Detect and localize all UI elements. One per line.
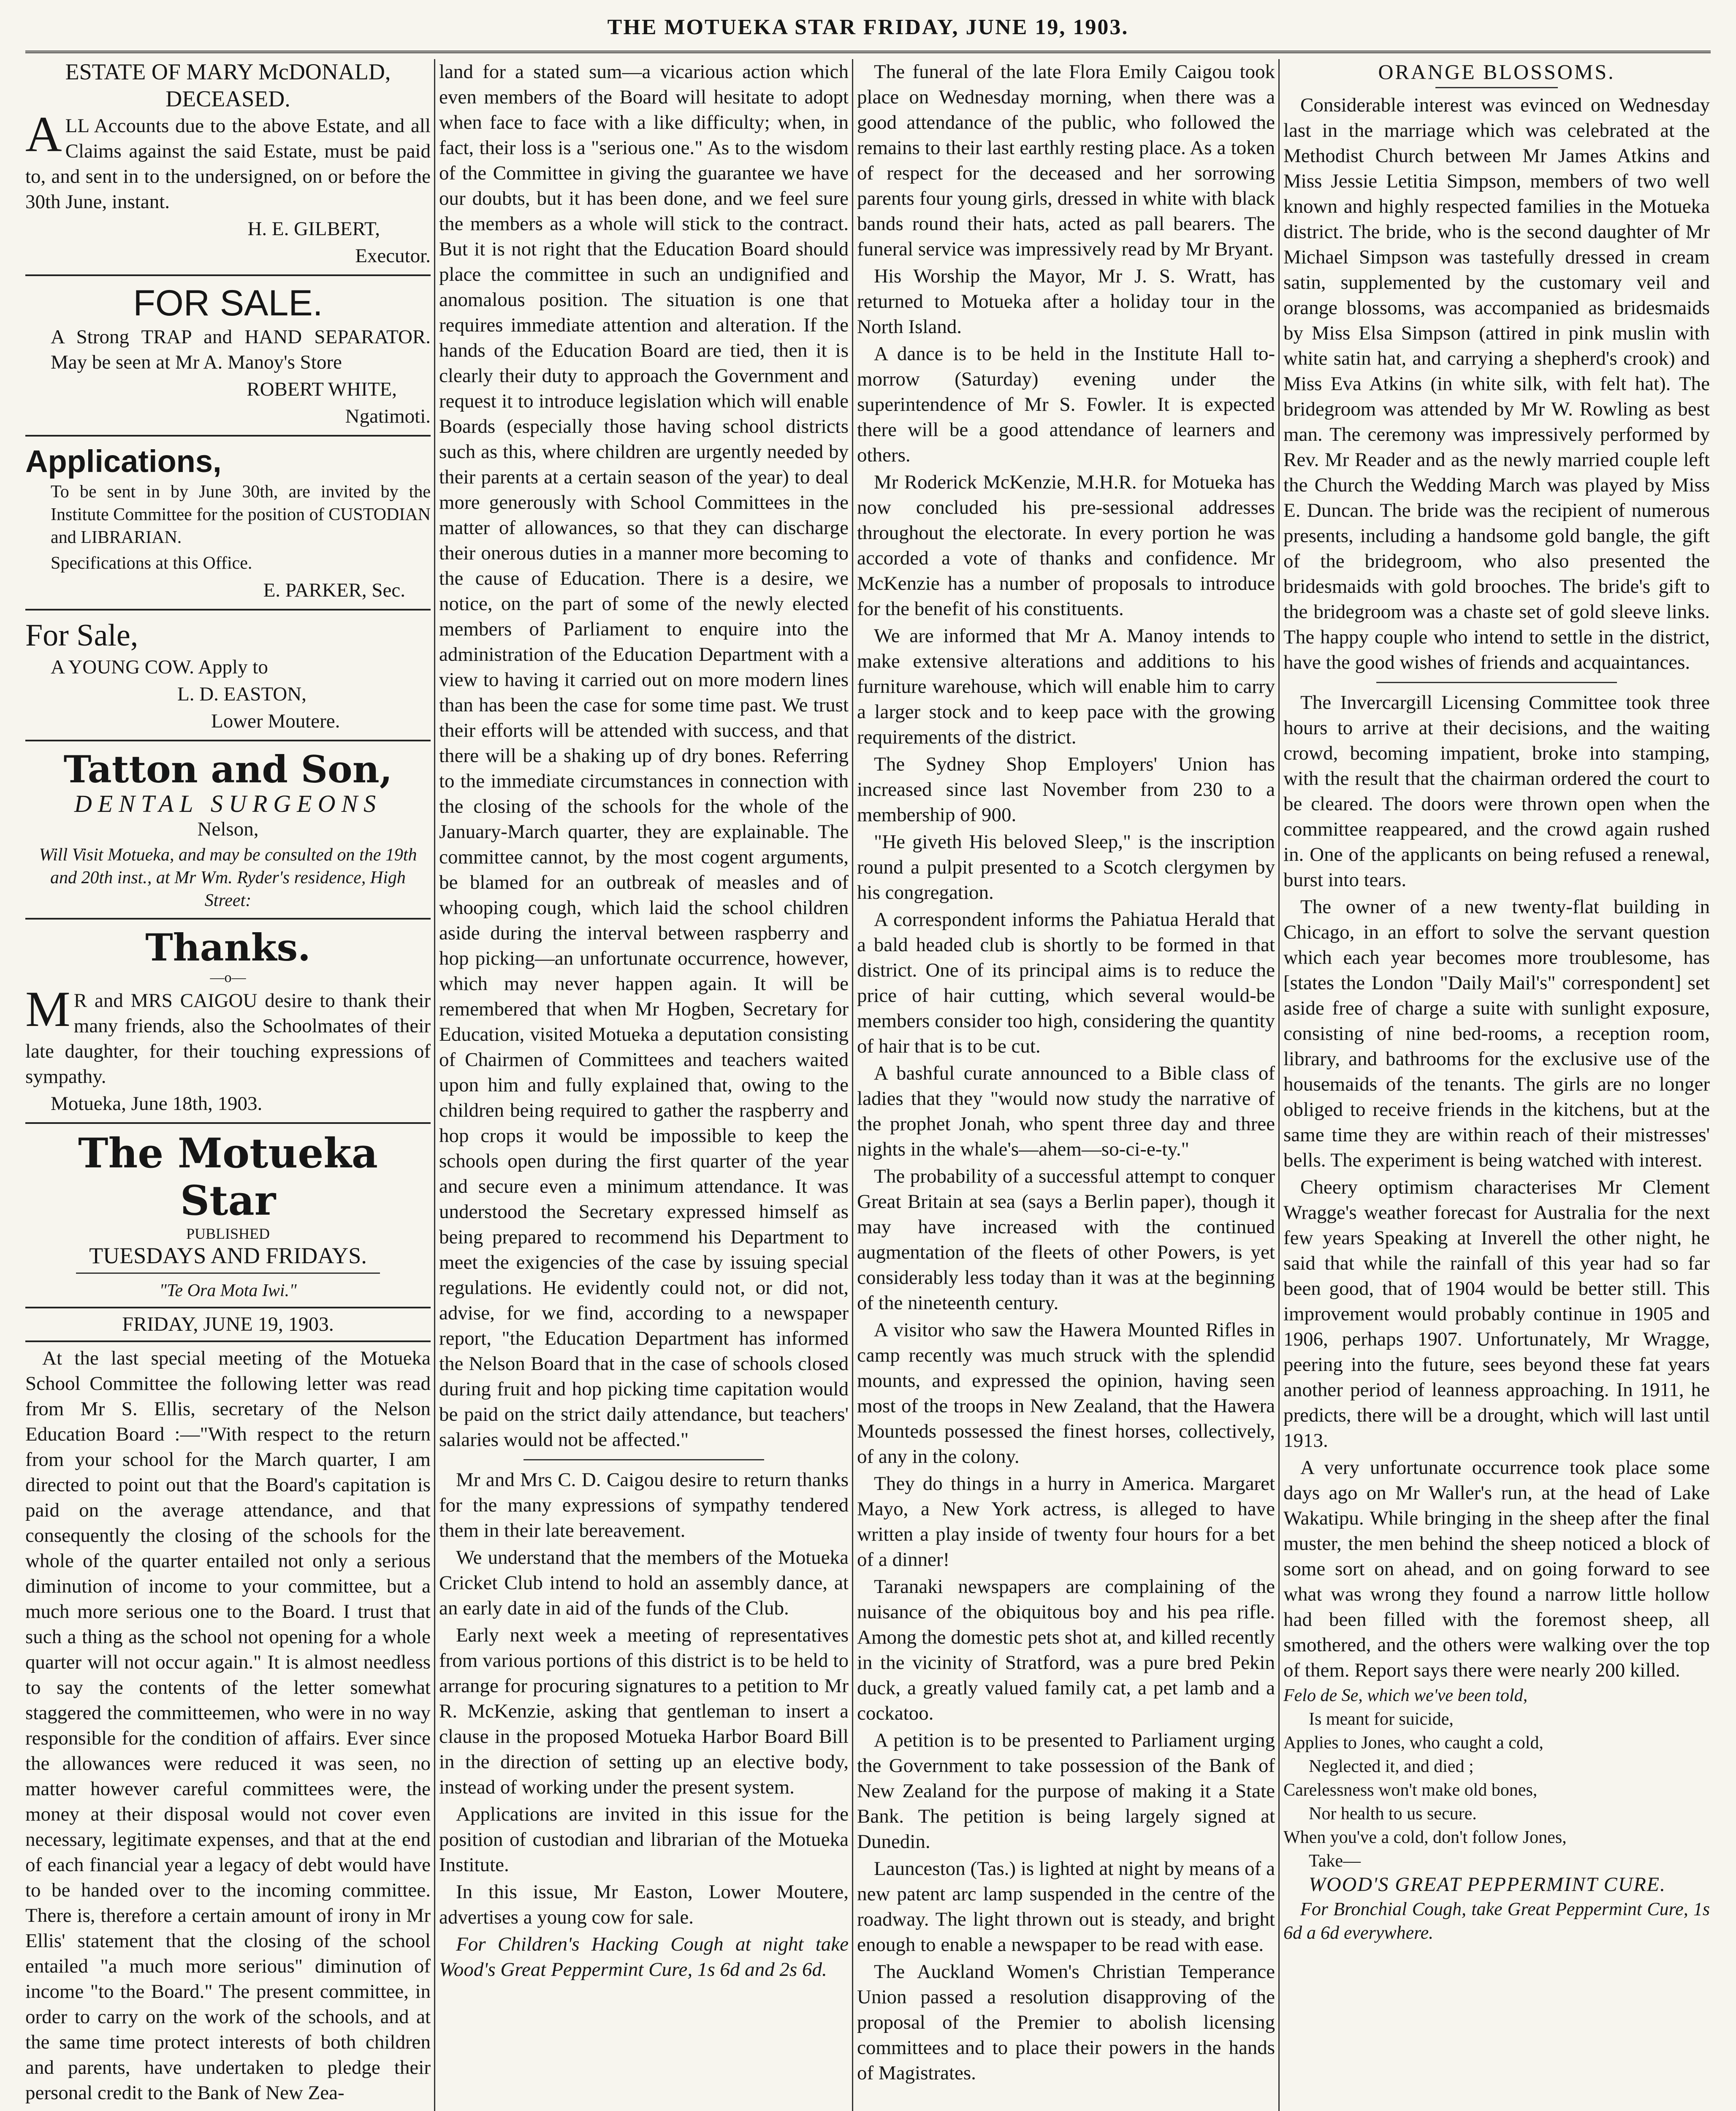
news-item: Mr and Mrs C. D. Caigou desire to return thanks for the many expressions of sympathy tendered them in their late bereavement. (439, 1469, 849, 1541)
news-item: The Sydney Shop Employers' Union has increased since last November from 230 to a membership of 900. (857, 753, 1275, 826)
verse-line: Is meant for suicide, (1309, 1709, 1454, 1729)
applications-specs: Specifications at this Office. (51, 554, 252, 573)
news-item: The owner of a new twenty-flat building in Chicago, in an effort to solve the servant question which each year becomes more troublesome, has [states the London "Daily Mail's" correspondent] set aside free of charge a suite with sunlight exposure, consisting of nine bed-rooms, a reception room, library, and bathrooms for the exclusive use of the housemaids of the tenants. The girls are no longer obliged to receive friends in the kitchens, but at the same time they are within reach of their mistresses' bells. The experiment is being watched with interest. (1283, 896, 1710, 1171)
estate-notice (25, 59, 431, 269)
news-item: A bashful curate announced to a Bible class of ladies that they "would now study the narrative of the prophet Jonah, who spent three day and three nights in the whale's—ahem—so-ci-e-ty." (857, 1062, 1275, 1160)
paper-motto: "Te Ora Mota Iwi." (159, 1281, 297, 1300)
estate-title: ESTATE OF MARY McDONALD, (65, 59, 391, 84)
news-item: The probability of a successful attempt to conquer Great Britain at sea (says a Berlin paper), though it may have increased with the continued augmentation of the fleets of other Powers, is yet considerably less today than it was at the beginning of the nineteenth century. (857, 1165, 1275, 1314)
news-item: Applications are invited in this issue for the position of custodian and librarian of the Motueka Institute. (439, 1803, 849, 1876)
applications-body: To be sent in by June 30th, are invited by the Institute Committee for the position of CUSTODIAN and LIBRARIAN. (51, 482, 431, 547)
column-2 (439, 59, 849, 2111)
news-item: The Invercargill Licensing Committee took three hours to arrive at their decisions, and the waiting crowd, becoming impatient, broke into stamping, with the result that the chairman ordered the court to be cleared. The doors were thrown open when the committee reappeared, and the crowd again rushed in. One of the applicants on being refused a renewal, burst into tears. (1283, 692, 1710, 891)
news-item: His Worship the Mayor, Mr J. S. Wratt, has returned to Motueka after a holiday tour in the North Island. (857, 265, 1275, 338)
column-3 (857, 59, 1275, 2111)
tatton-subheading: DENTAL SURGEONS (74, 790, 382, 817)
editorial-body: At the last special meeting of the Motueka School Committee the following letter was read from Mr S. Ellis, secretary of the Nelson Education Board :—"With respect to the return from your school for the March quarter, I am directed to point out that the Board's capitation is paid on the average attendance, and that consequently the closing of the schools for the whole of the quarter entailed not only a serious diminution of income to your committee, but a much more serious one to the Board. I trust that such a thing as the school not opening for a whole quarter will not occur again." It is almost needless to say the contents of the letter somewhat staggered the committeemen, who were in no way responsible for the condition of affairs. Ever since the allowances were reduced it was seen, no matter however careful committees were, the money at their disposal would not cover even necessary, legitimate expenses, and that at the end of each financial year a legacy of debt would have to be handed over to the incoming committee. There is, therefore a certain amount of irony in Mr Ellis' statement that the closing of the school entailed "a much more serious" diminution of income "to the Board." The present committee, in order to carry on the work of the schools, and at the same time protect interests of both children and parents, have undertaken to pledge their personal credit to the Bank of New Zea- (25, 1347, 431, 2104)
news-item: We are informed that Mr A. Manoy intends to make extensive alterations and additions to his furniture warehouse, which will enable him to carry a larger stock and to keep pace with the growing requirements of the district. (857, 625, 1275, 748)
bronchial-cough-advert: For Bronchial Cough, take Great Peppermint Cure, 1s 6d a 6d everywhere. (1283, 1899, 1710, 1943)
paper-nameplate (25, 1130, 431, 1342)
masthead: THE MOTUEKA STAR FRIDAY, JUNE 19, 1903. (25, 4, 1711, 53)
for-sale-place: Ngatimoti. (345, 405, 431, 427)
applications-heading: Applications, (25, 444, 222, 479)
verse-line: Felo de Se, which we've been told, (1283, 1686, 1528, 1705)
column-1 (25, 59, 431, 2111)
news-item: A petition is to be presented to Parliament urging the Government to take possession of the Bank of New Zealand for the purpose of making it a State Bank. The petition is being largely signed at Dunedin. (857, 1729, 1275, 1853)
paper-published: PUBLISHED (186, 1225, 270, 1242)
verse-line: When you've a cold, don't follow Jones, (1283, 1828, 1567, 1847)
verse-line: Nor health to us secure. (1309, 1804, 1477, 1823)
verse-line: Neglected it, and died ; (1309, 1757, 1474, 1776)
verse-product: WOOD'S GREAT PEPPERMINT CURE. (1309, 1873, 1666, 1896)
column-rule (1278, 59, 1280, 2111)
thanks-body: MR and MRS CAIGOU desire to thank their many friends, also the Schoolmates of their late daughter, for their touching expressions of sympathy. (25, 981, 431, 1088)
thanks-ornament: —o— (210, 970, 246, 985)
news-item: A correspondent informs the Pahiatua Herald that a bald headed club is shortly to be formed in that district. One of its principal aims is to reduce the price of hair cutting, which several would-be members consider too high, considering the quantity of hair that is to be cut. (857, 909, 1275, 1057)
cough-cure-advert: For Children's Hacking Cough at night take Wood's Great Peppermint Cure, 1s 6d and 2s 6d. (439, 1933, 849, 1981)
news-item: Cheery optimism characterises Mr Clement Wragge's weather forecast for Australia for the next few years Speaking at Inverell the other night, he said that while the rainfall of this year had so far been good, that of 1904 would be better still. This improvement would probably continue in 1905 and 1906, perhaps 1907. Unfortunately, Mr Wragge, peering into the future, sees beyond these fat years another period of leanness approaching. In 1911, he predicts, there will be a drought, which will last until 1913. (1283, 1176, 1710, 1452)
news-item: A very unfortunate occurrence took place some days ago on Mr Waller's run, at the head of Lake Wakatipu. While bringing in the sheep after the final muster, the men behind the sheep noticed a block of some sort on ahead, and on going forward to see what was wrong they found a narrow little hollow had been filled with the foremost sheep, all smothered, and the others were walking over the top of them. Report says there were nearly 200 killed. (1283, 1457, 1710, 1681)
orange-blossoms-heading: ORANGE BLOSSOMS. (1378, 60, 1615, 84)
editorial-continued: land for a stated sum—a vicarious action which even members of the Board will hesitate to adopt when face to face with a like difficulty; when, in fact, their loss is a "serious one." As to the wisdom of the Committee in giving the guarantee we have our doubts, but it has been done, and we feel sure the members as a whole will stick to the contract. But it is not right that the Education Board should place the committee in such an undignified and anomalous position. The situation is one that requires immediate attention and alteration. If the hands of the Education Board are tied, then it is clearly their duty to approach the Government and request it to introduce legislation which will enable Boards (especially those having school districts such as this, where children are urgently needed by their parents at a certain season of the year) to deal more generously with School Committees in the matter of allowances, so that they can discharge their onerous duties in a manner more becoming to the cause of Education. There is a desire, we notice, on the part of some of the newly elected members of Parliament to enquire into the administration of the Education Department with a view to having it carried out on more modern lines than has been the case for some time past. We trust their efforts will be attended with success, and that there will be a shaking up of dry bones. Referring to the immediate circumstances in connection with the closing of the schools for the whole of the January-March quarter, they are explainable. The committee cannot, by the most cogent arguments, be blamed for an outbreak of measles and of whooping cough, which laid the school children aside during the interval between raspberry and hop picking—an unfortunate occurrence, however, which may never happen again. It will be remembered that when Mr Hogben, Secretary for Education, visited Motueka a deputation consisting of Chairmen of Committees and teachers waited upon him and fully explained that, owing to the children being required to gather the raspberry and hop crops it would be impossible to keep the schools open during the first quarter of the year and secure even a minimum attendance. It was understood the Secretary expressed himself as being prepared to recommend his Department to meet the exigencies of the case by issuing special regulations. He evidently could not, or did not, advise, for we find, according to a newspaper report, "the Education Department has informed the Nelson Board that in the case of schools closed during fruit and hop picking time capitation would be paid on the strict daily attendance, but teachers' salaries would not be affected." (439, 61, 849, 1451)
for-sale-signature: ROBERT WHITE, (247, 378, 397, 400)
tatton-place: Nelson, (197, 818, 259, 840)
news-item: Launceston (Tas.) is lighted at night by means of a new patent arc lamp suspended in the centre of the roadway. The light thrown out is steady, and bright enough to enable a newspaper to be read with ease. (857, 1858, 1275, 1956)
for-sale-cow (25, 616, 431, 734)
news-item: In this issue, Mr Easton, Lower Moutere, advertises a young cow for sale. (439, 1881, 849, 1928)
tatton-body: Will Visit Motueka, and may be consulted on the 19th and 20th inst., at Mr Wm. Ryder's residence, High Street: (39, 845, 417, 910)
verse-line: Take— (1309, 1851, 1361, 1871)
verse-line: Applies to Jones, who caught a cold, (1283, 1733, 1543, 1753)
peppermint-verse (1283, 1685, 1710, 1896)
news-item: Mr Roderick McKenzie, M.H.R. for Motueka has now concluded his pre-sessional addresses throughout the electorate. In every portion he was accorded a vote of thanks and confidence. Mr McKenzie has a number of proposals to introduce for the benefit of his constituents. (857, 471, 1275, 620)
for-sale-body: A Strong TRAP and HAND SEPARATOR. May be seen at Mr A. Manoy's Store (51, 326, 431, 373)
news-item: The Auckland Women's Christian Temperance Union passed a resolution disapproving of the proposal of the Premier to abolish licensing committees and to place their powers in the hands of Magistrates. (857, 1961, 1275, 2084)
news-item: Early next week a meeting of representatives from various portions of this district is to be held to arrange for procuring signatures to a petition to Mr R. McKenzie, asking that gentleman to insert a clause in the proposed Motueka Harbor Board Bill in the direction of setting up an elective body, instead of working under the present system. (439, 1624, 849, 1798)
wedding-report: Considerable interest was evinced on Wednesday last in the marriage which was celebrated at the Methodist Church between Mr James Atkins and Miss Jessie Letitia Simpson, members of two well known and highly respected families in the Motueka district. The bride, who is the second daughter of Mr Michael Simpson was tastefully dressed in cream satin, supplemented by the customary veil and orange blossoms, was accompanied as bridesmaids by Miss Elsa Simpson (attired in pink muslin with white satin hat, and carrying a shepherd's crook) and Miss Eva Atkins (in white silk, with felt hat). The bridegroom was attended by Mr W. Rowling as best man. The ceremony was impressively performed by Rev. Mr Reader and as the newly married couple left the Church the Wedding March was played by Miss E. Duncan. The bride was the recipient of numerous presents, including a handsome gold bangle, the gift of the bridegroom, who also presented the bridesmaids with gold brooches. The bride's gift to the bridegroom was a chaste set of gold sleeve links. The happy couple who intend to settle in the district, have the good wishes of friends and acquaintances. (1283, 94, 1710, 673)
for-sale-cow-body: A YOUNG COW. Apply to (51, 656, 268, 678)
verse-line: Carelessness won't make old bones, (1283, 1780, 1538, 1800)
thanks-notice (25, 925, 431, 1116)
column-rule (852, 59, 853, 2111)
applications-notice (25, 442, 431, 603)
news-item: A dance is to be held in the Institute Hall to-morrow (Saturday) evening under the superintendence of Mr S. Fowler. It is expected there will be a good attendance of learners and others. (857, 343, 1275, 466)
paper-title: The Motueka Star (78, 1129, 378, 1224)
estate-signature: H. E. GILBERT, (247, 218, 380, 240)
estate-subtitle: DECEASED. (165, 86, 290, 111)
news-item: Taranaki newspapers are complaining of the nuisance of the obiquitous boy and his pea rifle. Among the domestic pets shot at, and killed recently in the vicinity of Stratford, was a pure bred Pekin duck, a greatly valued family cat, a pet lamb and a cockatoo. (857, 1576, 1275, 1724)
news-item: The funeral of the late Flora Emily Caigou took place on Wednesday morning, when there was a good attendance of the public, who followed the remains to their last earthly resting place. As a token of respect for the deceased and her sorrowing parents four young girls, dressed in white with black bands round their hats, acted as pall bearers. The funeral service was impressively read by Mr Bryant. (857, 61, 1275, 260)
thanks-date: Motueka, June 18th, 1903. (51, 1093, 263, 1115)
news-item: A visitor who saw the Hawera Mounted Rifles in camp recently was much struck with the splendid mounts, and expressed the opinion, having seen most of the troops in New Zealand, that the Hawera Mounteds possessed the finest horses, collectively, of any in the colony. (857, 1319, 1275, 1468)
applications-signature: E. PARKER, Sec. (263, 579, 405, 601)
estate-role: Executor. (355, 245, 431, 267)
column-4 (1283, 59, 1710, 2111)
for-sale-cow-place: Lower Moutere. (211, 710, 340, 732)
column-rule (434, 59, 435, 2111)
thanks-heading: Thanks. (145, 925, 311, 969)
tatton-advert (25, 747, 431, 912)
for-sale-heading: FOR SALE. (133, 283, 323, 323)
for-sale-cow-heading: For Sale, (25, 618, 138, 653)
news-item: They do things in a hurry in America. Margaret Mayo, a New York actress, is alleged to have written a play inside of twenty four hours for a bet of a dinner! (857, 1473, 1275, 1571)
paper-date: FRIDAY, JUNE 19, 1903. (122, 1313, 334, 1335)
news-item: "He giveth His beloved Sleep," is the inscription round a pulpit presented to a Scotch clergymen by his congregation. (857, 831, 1275, 904)
for-sale-cow-signature: L. D. EASTON, (177, 683, 307, 705)
for-sale-trap (25, 282, 431, 429)
paper-days: TUESDAYS AND FRIDAYS. (89, 1243, 367, 1268)
news-item: We understand that the members of the Motueka Cricket Club intend to hold an assembly dance, at an early date in aid of the funds of the Club. (439, 1547, 849, 1619)
estate-body: ALL Accounts due to the above Estate, and all Claims against the said Estate, must be paid to, and sent in to the undersigned, on or before the 30th June, instant. (25, 106, 431, 213)
tatton-heading: Tatton and Son, (63, 747, 393, 791)
